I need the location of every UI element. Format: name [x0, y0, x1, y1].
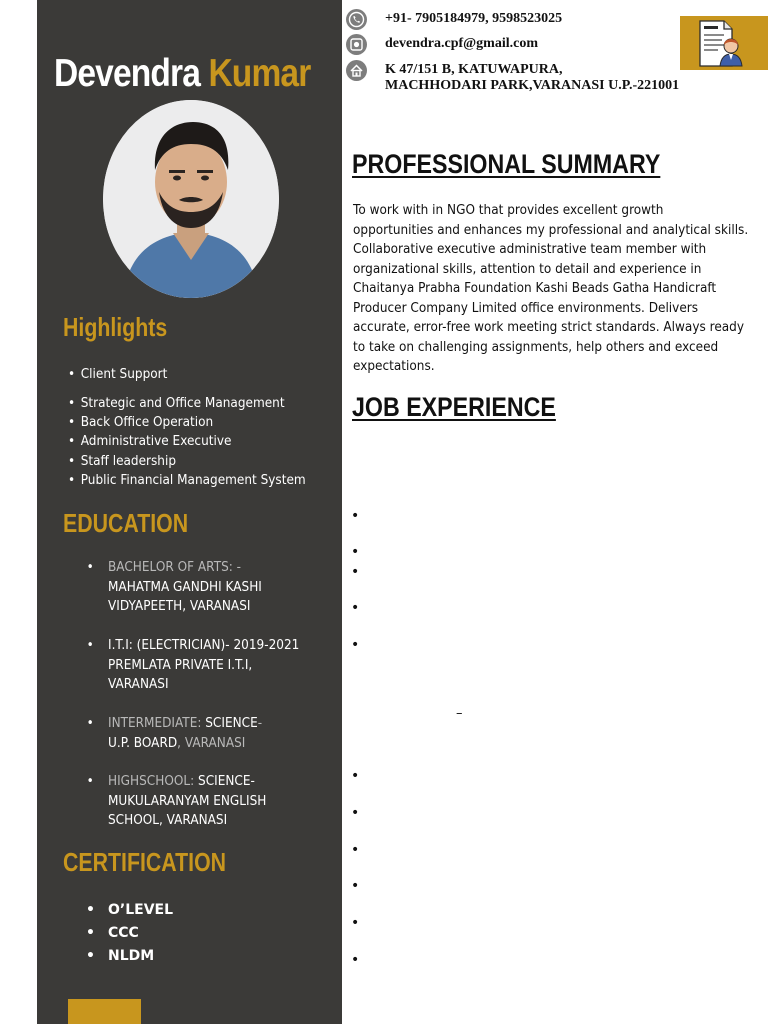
summary-line: Producer Company Limited office environments. Delivers [353, 300, 699, 316]
experience-bullet: • [351, 952, 360, 968]
highlight-item: • Strategic and Office Management [68, 394, 285, 413]
experience-heading: JOB EXPERIENCE [352, 392, 556, 422]
institution-location: VARANASI [108, 677, 169, 692]
institution: MAHATMA GANDHI KASHI [108, 579, 262, 595]
resume-document-icon [680, 16, 768, 70]
summary-line: expectations. [353, 359, 435, 374]
highlights-heading: Highlights [63, 312, 168, 342]
education-entry: • INTERMEDIATE: SCIENCE- U.P. BOARD, VARANASI [86, 716, 263, 751]
experience-bullet: • [351, 508, 360, 524]
first-name: Devendra [54, 52, 200, 95]
degree-title: I.T.I: (ELECTRICIAN)- 2019-2021 [108, 638, 300, 653]
institution: PREMLATA PRIVATE I.T.I, [108, 657, 253, 673]
summary-line: Collaborative executive administrative team member with [353, 242, 707, 257]
highlight-item: • Back Office Operation [68, 413, 213, 432]
institution-location: , VARANASI [177, 735, 246, 751]
institution-location: VIDYAPEETH, VARANASI [108, 599, 251, 614]
certification-label: O’LEVEL [108, 902, 174, 918]
summary-line: opportunities and enhances my professional and analytical skills. [353, 222, 749, 238]
summary-line: Chaitanya Prabha Foundation Kashi Beads Gatha Handicraft [353, 281, 717, 296]
address-line-2: MACHHODARI PARK,VARANASI U.P.-221001 [385, 78, 680, 93]
certification-item: • NLDM [86, 948, 155, 964]
experience-bullet: • [351, 842, 360, 858]
highlight-item: • Public Financial Management System [68, 471, 306, 490]
certification-label: NLDM [108, 948, 155, 964]
summary-line: to take on challenging assignments, help others and exceed [353, 339, 719, 355]
education-entry: • I.T.I: (ELECTRICIAN)- 2019-2021 PREMLATA PRIVATE I.T.I, VARANASI [108, 636, 317, 695]
last-name: Kumar [208, 52, 311, 95]
experience-dash: – [456, 706, 463, 721]
certification-heading: CERTIFICATION [63, 847, 227, 877]
experience-bullet: • [351, 878, 360, 894]
degree-title: INTERMEDIATE: [108, 716, 206, 731]
highlight-item: • Staff leadership [68, 452, 176, 471]
summary-heading: PROFESSIONAL SUMMARY [352, 149, 661, 179]
address-line-1: K 47/151 B, KATUWAPURA, [385, 62, 563, 77]
summary-line: organizational skills, attention to detail and experience in [353, 261, 702, 277]
summary-line: To work with in NGO that provides excellent growth [353, 203, 664, 218]
highlight-item: • Administrative Executive [68, 432, 231, 451]
experience-bullet: • [351, 564, 360, 580]
experience-bullet: • [351, 805, 360, 821]
experience-bullet: • [351, 915, 360, 931]
phone-number[interactable]: +91- 7905184979, 9598523025 [385, 11, 563, 26]
degree-title: BACHELOR OF ARTS: - [108, 560, 242, 575]
highlight-item: • Client Support [68, 365, 167, 384]
institution-location: SCHOOL, VARANASI [108, 813, 228, 828]
certification-item: • CCC [86, 925, 139, 941]
home-icon [346, 60, 367, 81]
experience-bullet: • [351, 544, 360, 560]
certification-label: CCC [108, 925, 139, 941]
candidate-name [54, 50, 310, 98]
separator: - [257, 716, 263, 731]
board: U.P. BOARD [108, 735, 178, 751]
education-heading: EDUCATION [63, 508, 189, 538]
summary-text [353, 201, 763, 377]
email-address[interactable]: devendra.cpf@gmail.com [385, 36, 539, 51]
summary-line: accurate, error-free work meeting strict standards. Always ready [353, 320, 745, 335]
subject: SCIENCE [205, 716, 258, 731]
experience-bullet: • [351, 637, 360, 653]
accent-block [68, 999, 141, 1024]
email-icon [346, 34, 367, 55]
experience-bullet: • [351, 600, 360, 616]
subject: SCIENCE- [198, 774, 255, 789]
education-entry: • BACHELOR OF ARTS: - MAHATMA GANDHI KASHI VIDYAPEETH, VARANASI [108, 558, 317, 617]
experience-bullet: • [351, 768, 360, 784]
degree-title: HIGHSCHOOL: [108, 774, 199, 789]
institution: MUKULARANYAM ENGLISH [108, 793, 267, 809]
education-entry: • HIGHSCHOOL: SCIENCE- MUKULARANYAM ENGLISH SCHOOL, VARANASI [108, 772, 317, 831]
profile-photo [103, 100, 279, 298]
certification-item: • O’LEVEL [86, 902, 174, 918]
phone-icon [346, 9, 367, 30]
